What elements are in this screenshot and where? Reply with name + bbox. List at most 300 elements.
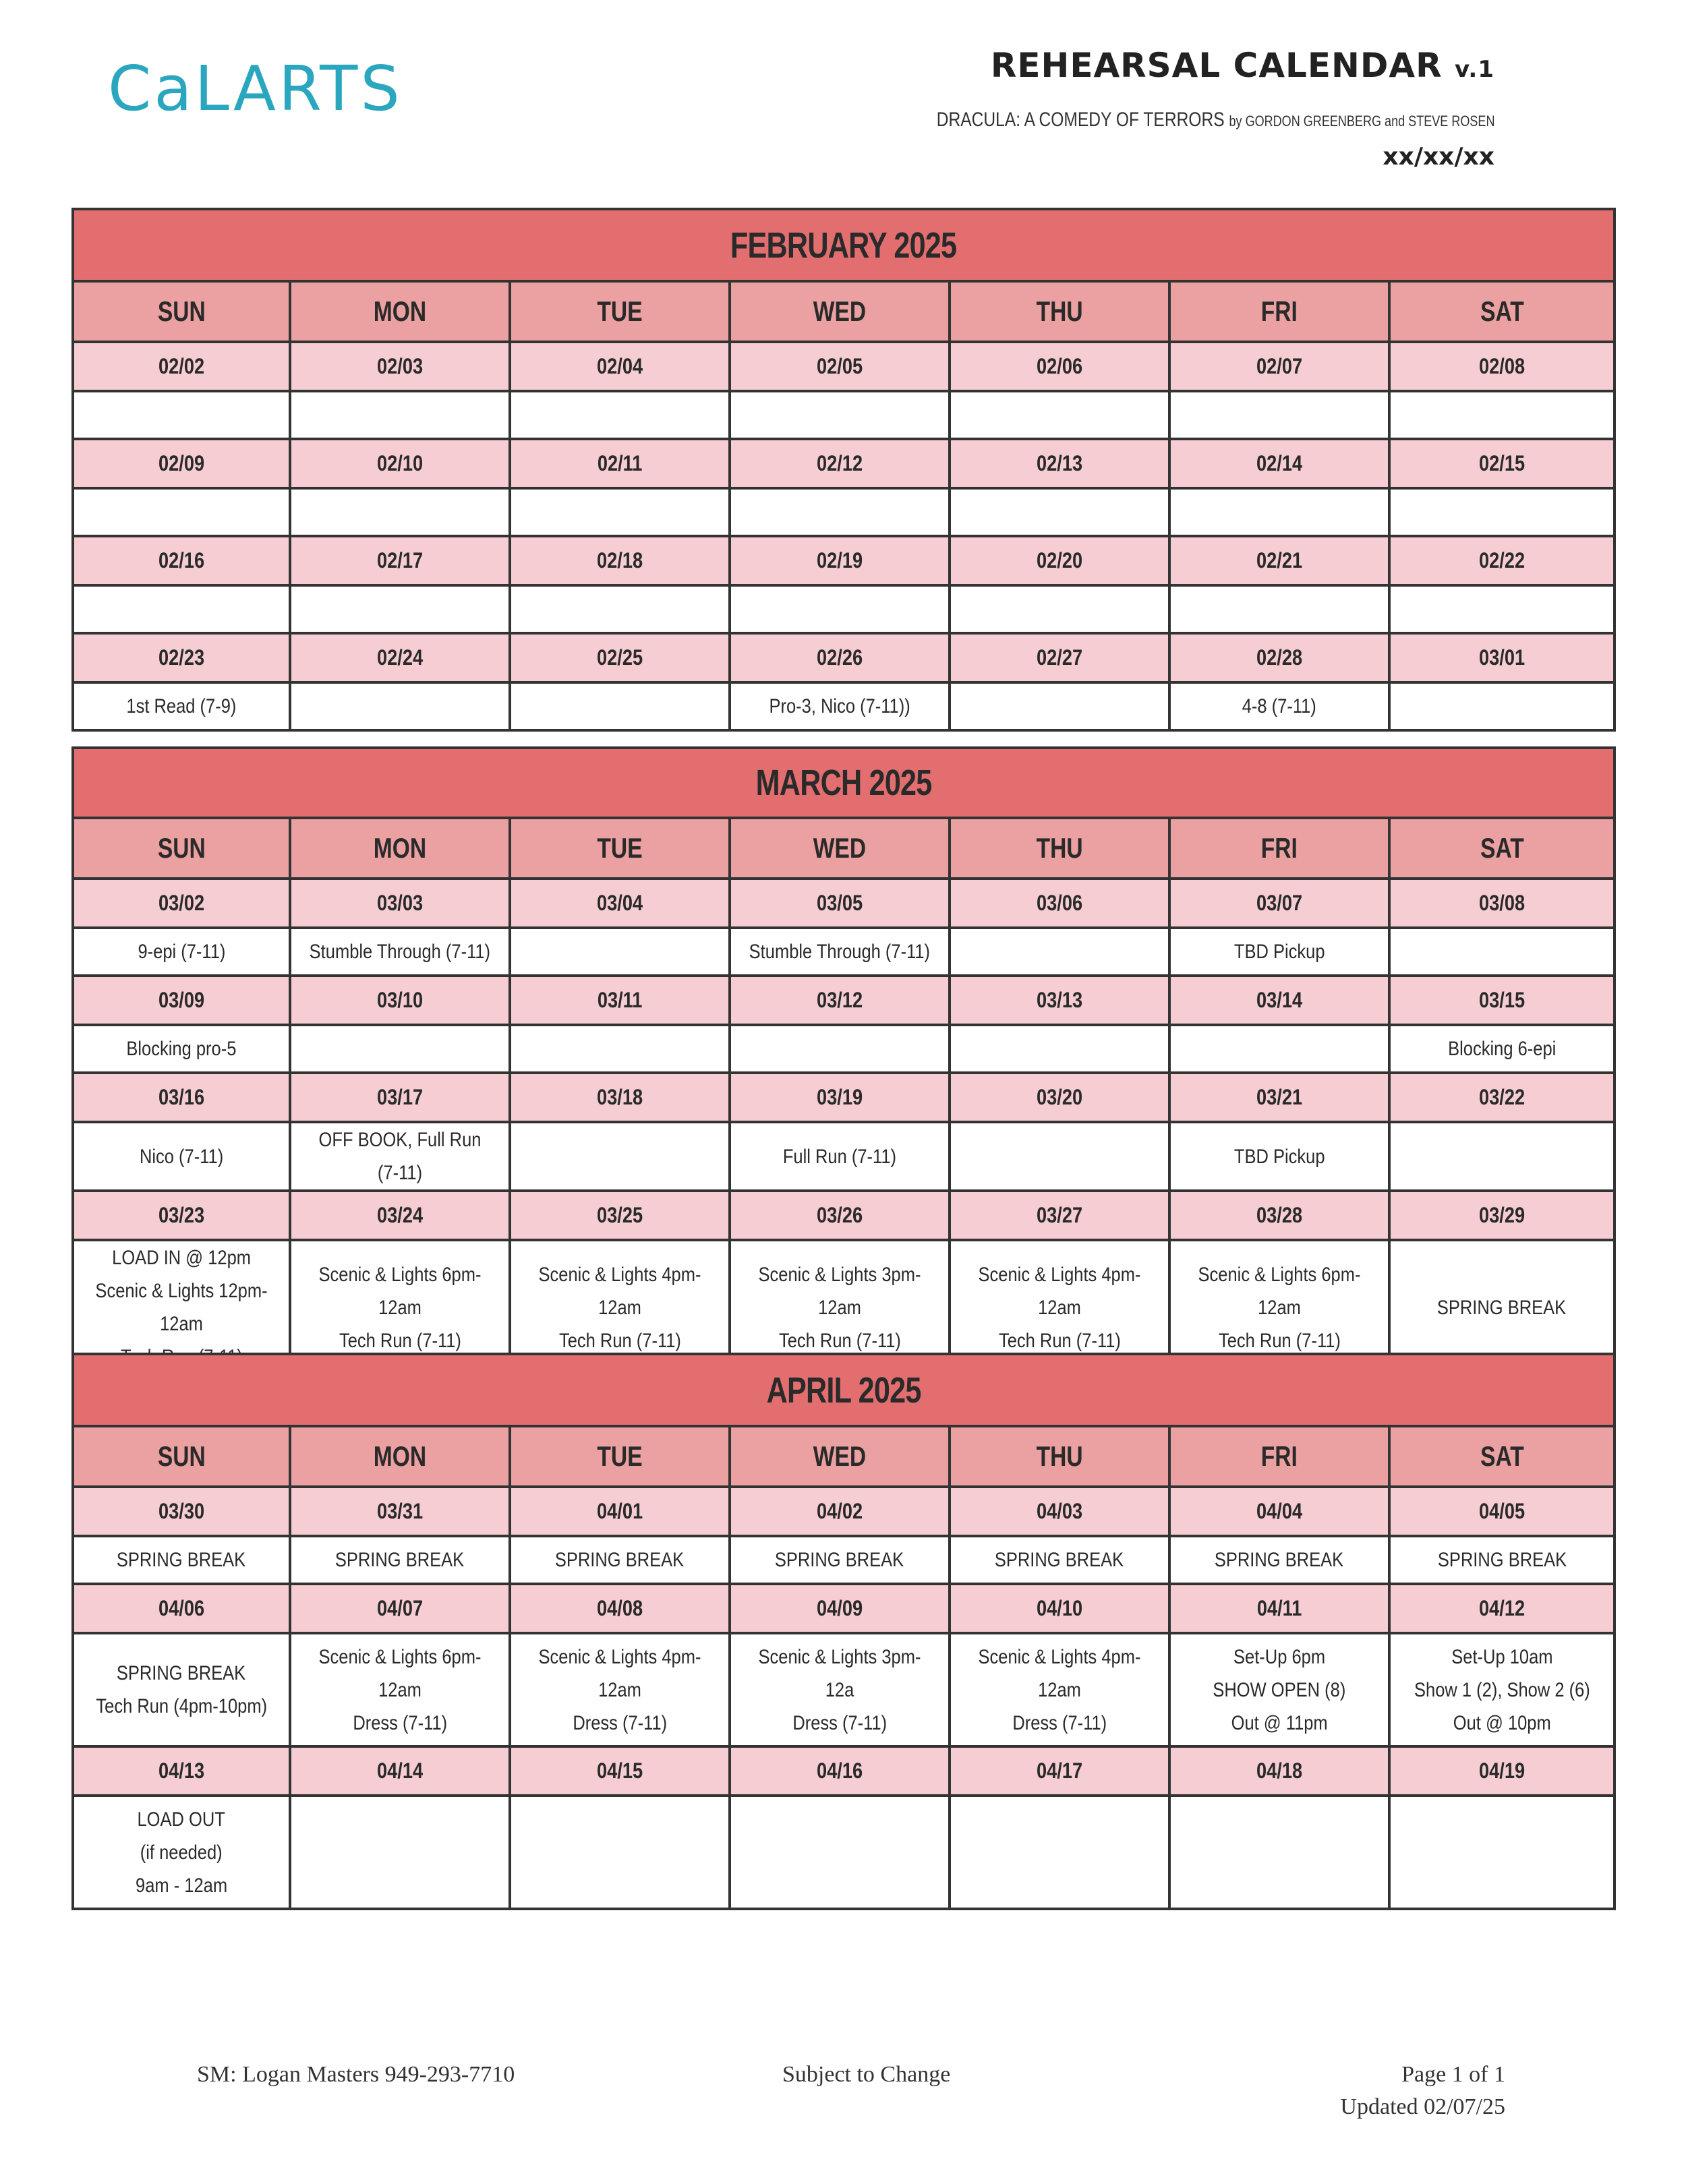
event-cell bbox=[1389, 1122, 1615, 1191]
date-label: 03/25 bbox=[596, 1203, 643, 1227]
date-cell bbox=[73, 439, 290, 488]
date-label: 04/12 bbox=[1479, 1596, 1525, 1620]
event-line: Tech Run (7-11) bbox=[558, 1329, 681, 1352]
date-label: 02/14 bbox=[1256, 451, 1303, 475]
event-cell bbox=[290, 488, 510, 536]
date-cell bbox=[1389, 1584, 1615, 1633]
date-cell bbox=[950, 1746, 1169, 1796]
month-title-row bbox=[73, 748, 1615, 818]
event-cell bbox=[73, 1025, 290, 1073]
date-label: 02/28 bbox=[1256, 645, 1303, 670]
event-line: Out @ 10pm bbox=[1453, 1711, 1551, 1734]
date-label: 03/02 bbox=[158, 891, 205, 915]
date-label: 03/28 bbox=[1256, 1203, 1303, 1227]
event-cell bbox=[730, 488, 950, 536]
date-label: 02/10 bbox=[376, 451, 424, 475]
event-cell bbox=[1169, 1025, 1389, 1073]
event-cell bbox=[950, 488, 1169, 536]
weekday-header bbox=[1389, 281, 1615, 342]
event-cell bbox=[1389, 585, 1615, 633]
date-label: 03/11 bbox=[597, 988, 643, 1012]
date-label: 03/18 bbox=[596, 1085, 643, 1109]
event-line: LOAD IN @ 12pm bbox=[112, 1247, 251, 1269]
event-cell bbox=[730, 1633, 950, 1746]
event-line: Show 1 (2), Show 2 (6) bbox=[1414, 1678, 1590, 1701]
weekday-label: WED bbox=[813, 832, 867, 864]
weekday-header bbox=[1169, 281, 1389, 342]
event-text: SPRING BREAK bbox=[555, 1549, 685, 1571]
weekday-label: SUN bbox=[157, 1440, 206, 1472]
event-cell bbox=[510, 1633, 730, 1746]
date-label: 03/01 bbox=[1478, 645, 1525, 670]
date-cell bbox=[1389, 1073, 1615, 1122]
calendar-march bbox=[71, 746, 1616, 1376]
event-line: Dress (7-11) bbox=[353, 1711, 447, 1734]
date-cell bbox=[950, 633, 1169, 682]
date-label: 03/08 bbox=[1478, 891, 1525, 915]
date-cell bbox=[510, 1746, 730, 1796]
title-text: REHEARSAL CALENDAR bbox=[990, 46, 1443, 85]
date-cell bbox=[950, 879, 1169, 928]
weekday-header bbox=[290, 1426, 510, 1487]
date-label: 02/06 bbox=[1036, 354, 1083, 378]
event-cell bbox=[290, 585, 510, 633]
weekday-header bbox=[73, 818, 290, 879]
date-cell bbox=[730, 1746, 950, 1796]
event-cell bbox=[510, 585, 730, 633]
weekday-label: FRI bbox=[1260, 1440, 1298, 1472]
date-cell bbox=[73, 536, 290, 585]
event-line: Scenic & Lights 4pm-12am bbox=[538, 1263, 701, 1319]
event-cell bbox=[290, 1536, 510, 1584]
date-cell bbox=[1389, 536, 1615, 585]
week-events-row bbox=[73, 1025, 1615, 1073]
date-cell bbox=[73, 342, 290, 391]
week-dates-row bbox=[73, 536, 1615, 585]
date-cell bbox=[290, 879, 510, 928]
date-cell bbox=[730, 342, 950, 391]
event-text: SPRING BREAK bbox=[995, 1549, 1124, 1571]
date-cell bbox=[950, 536, 1169, 585]
weekday-label: FRI bbox=[1260, 295, 1298, 327]
date-cell bbox=[510, 536, 730, 585]
event-cell bbox=[730, 585, 950, 633]
date-label: 04/19 bbox=[1479, 1759, 1525, 1783]
weekday-label: SAT bbox=[1480, 1440, 1524, 1472]
weekday-label: MON bbox=[373, 832, 427, 864]
weekday-label: FRI bbox=[1260, 832, 1298, 864]
date-label: 02/04 bbox=[596, 354, 643, 378]
event-cell bbox=[950, 585, 1169, 633]
event-text: Nico (7-11) bbox=[139, 1145, 224, 1168]
event-cell bbox=[1389, 682, 1615, 730]
date-label: 03/29 bbox=[1478, 1203, 1525, 1227]
weekday-label: TUE bbox=[597, 1440, 643, 1472]
event-cell bbox=[1389, 391, 1615, 439]
date-cell bbox=[510, 633, 730, 682]
week-events-row bbox=[73, 1122, 1615, 1191]
date-cell bbox=[510, 1584, 730, 1633]
date-label: 02/15 bbox=[1478, 451, 1525, 475]
date-cell bbox=[1169, 1584, 1389, 1633]
date-label: 02/22 bbox=[1478, 548, 1525, 572]
weekday-header bbox=[950, 818, 1169, 879]
date-label: 03/21 bbox=[1256, 1085, 1303, 1109]
date-cell bbox=[950, 342, 1169, 391]
date-label: 02/25 bbox=[596, 645, 643, 670]
event-line: Tech Run (7-11) bbox=[998, 1329, 1121, 1352]
date-label: 03/31 bbox=[376, 1499, 424, 1523]
date-cell bbox=[290, 1584, 510, 1633]
date-label: 02/03 bbox=[376, 354, 424, 378]
date-cell bbox=[730, 879, 950, 928]
date-label: 03/22 bbox=[1478, 1085, 1525, 1109]
date-cell bbox=[1169, 536, 1389, 585]
date-cell bbox=[510, 1487, 730, 1536]
date-label: 02/07 bbox=[1256, 354, 1303, 378]
event-cell bbox=[730, 928, 950, 976]
event-cell bbox=[1169, 1796, 1389, 1909]
event-cell bbox=[510, 391, 730, 439]
event-cell bbox=[950, 1536, 1169, 1584]
date-cell bbox=[290, 1487, 510, 1536]
date-cell bbox=[290, 1073, 510, 1122]
week-events-row bbox=[73, 1633, 1615, 1746]
week-dates-row bbox=[73, 1073, 1615, 1122]
date-label: 04/03 bbox=[1036, 1499, 1083, 1523]
date-label: 03/07 bbox=[1256, 891, 1303, 915]
event-line: SPRING BREAK bbox=[117, 1662, 246, 1684]
weekday-header bbox=[1169, 1426, 1389, 1487]
event-cell bbox=[73, 928, 290, 976]
event-text: SPRING BREAK bbox=[1437, 1549, 1567, 1571]
event-line: Scenic & Lights 3pm-12a bbox=[758, 1645, 921, 1701]
date-label: 03/27 bbox=[1036, 1203, 1083, 1227]
date-label: 02/18 bbox=[596, 548, 643, 572]
weekday-label: WED bbox=[813, 295, 867, 327]
event-cell bbox=[290, 1122, 510, 1191]
event-line: SPRING BREAK bbox=[1437, 1296, 1567, 1319]
event-cell bbox=[730, 682, 950, 730]
date-label: 03/10 bbox=[376, 988, 424, 1012]
event-cell bbox=[290, 928, 510, 976]
event-text: SPRING BREAK bbox=[335, 1549, 465, 1571]
date-label: 02/27 bbox=[1036, 645, 1083, 670]
event-text: Stumble Through (7-11) bbox=[309, 941, 491, 963]
week-dates-row bbox=[73, 633, 1615, 682]
event-text: SPRING BREAK bbox=[1215, 1549, 1344, 1571]
date-cell bbox=[1389, 633, 1615, 682]
date-cell bbox=[1169, 1191, 1389, 1240]
event-cell bbox=[290, 1796, 510, 1909]
weekday-header-row bbox=[73, 281, 1615, 342]
calendar-february bbox=[71, 208, 1616, 732]
date-cell bbox=[1389, 879, 1615, 928]
event-cell bbox=[510, 1122, 730, 1191]
date-cell bbox=[1389, 342, 1615, 391]
date-label: 03/15 bbox=[1478, 988, 1525, 1012]
logo-text: CaLARTS bbox=[108, 53, 403, 125]
event-cell bbox=[1389, 488, 1615, 536]
event-text: Full Run (7-11) bbox=[782, 1145, 897, 1168]
event-cell bbox=[73, 1796, 290, 1909]
document-title bbox=[991, 47, 1494, 84]
weekday-header bbox=[73, 1426, 290, 1487]
date-label: 02/20 bbox=[1036, 548, 1083, 572]
event-cell bbox=[73, 1122, 290, 1191]
date-cell bbox=[950, 1584, 1169, 1633]
event-line: Dress (7-11) bbox=[1012, 1711, 1107, 1734]
event-text: 4-8 (7-11) bbox=[1242, 695, 1317, 717]
date-label: 04/09 bbox=[816, 1596, 863, 1620]
event-line: Tech Run (7-11) bbox=[778, 1329, 901, 1352]
weekday-label: THU bbox=[1036, 1440, 1083, 1472]
month-title-text: MARCH 2025 bbox=[755, 763, 932, 803]
event-text: Blocking pro-5 bbox=[126, 1038, 237, 1060]
stage-manager-contact: SM: Logan Masters 949-293-7710 bbox=[197, 2062, 515, 2087]
weekday-header bbox=[510, 818, 730, 879]
event-line: 9am - 12am bbox=[135, 1874, 228, 1897]
week-events-row bbox=[73, 1796, 1615, 1909]
date-cell bbox=[510, 342, 730, 391]
event-cell bbox=[510, 1536, 730, 1584]
week-dates-row bbox=[73, 1487, 1615, 1536]
event-cell bbox=[730, 1796, 950, 1909]
date-cell bbox=[1389, 439, 1615, 488]
weekday-label: SUN bbox=[157, 295, 206, 327]
event-line: Tech Run (7-11) bbox=[120, 1346, 243, 1368]
weekday-header-row bbox=[73, 818, 1615, 879]
date-label: 03/23 bbox=[158, 1203, 205, 1227]
date-label: 03/06 bbox=[1036, 891, 1083, 915]
date-label: 03/16 bbox=[158, 1085, 205, 1109]
weekday-header bbox=[730, 281, 950, 342]
event-cell bbox=[1389, 928, 1615, 976]
weekday-label: SUN bbox=[157, 832, 206, 864]
date-label: 03/26 bbox=[816, 1203, 863, 1227]
event-cell bbox=[1169, 682, 1389, 730]
event-cell bbox=[1169, 928, 1389, 976]
event-cell bbox=[290, 391, 510, 439]
week-dates-row bbox=[73, 1191, 1615, 1240]
event-text: Blocking 6-epi bbox=[1447, 1038, 1557, 1060]
week-dates-row bbox=[73, 879, 1615, 928]
event-line: Scenic & Lights 4pm-12am bbox=[978, 1645, 1141, 1701]
weekday-header bbox=[510, 1426, 730, 1487]
date-cell bbox=[73, 1487, 290, 1536]
date-cell bbox=[1169, 1073, 1389, 1122]
month-title bbox=[73, 1354, 1615, 1426]
event-text: SPRING BREAK bbox=[117, 1549, 246, 1571]
date-label: 02/17 bbox=[376, 548, 424, 572]
event-text: TBD Pickup bbox=[1233, 1145, 1325, 1168]
date-label: 03/19 bbox=[816, 1085, 863, 1109]
date-cell bbox=[950, 1073, 1169, 1122]
date-cell bbox=[290, 1191, 510, 1240]
event-text: Pro-3, Nico (7-11)) bbox=[769, 695, 910, 717]
date-cell bbox=[730, 633, 950, 682]
date-label: 02/09 bbox=[158, 451, 205, 475]
event-line: Tech Run (4pm-10pm) bbox=[96, 1695, 267, 1717]
date-cell bbox=[510, 439, 730, 488]
event-text: SPRING BREAK bbox=[775, 1549, 904, 1571]
week-events-row bbox=[73, 682, 1615, 730]
week-events-row bbox=[73, 488, 1615, 536]
event-cell bbox=[1389, 1796, 1615, 1909]
date-cell bbox=[73, 1191, 290, 1240]
date-cell bbox=[290, 536, 510, 585]
weekday-label: WED bbox=[813, 1440, 867, 1472]
date-cell bbox=[290, 1746, 510, 1796]
date-label: 03/04 bbox=[596, 891, 643, 915]
event-cell bbox=[730, 1122, 950, 1191]
weekday-label: TUE bbox=[597, 832, 643, 864]
date-cell bbox=[1389, 1487, 1615, 1536]
weekday-label: THU bbox=[1036, 295, 1083, 327]
event-cell bbox=[510, 1025, 730, 1073]
date-label: 04/07 bbox=[376, 1596, 424, 1620]
event-cell bbox=[950, 391, 1169, 439]
event-cell bbox=[290, 1633, 510, 1746]
week-dates-row bbox=[73, 439, 1615, 488]
event-line: Tech Run (7-11) bbox=[1218, 1329, 1341, 1352]
event-cell bbox=[1169, 488, 1389, 536]
event-cell bbox=[73, 1633, 290, 1746]
date-label: 02/23 bbox=[158, 645, 205, 670]
date-label: 04/13 bbox=[158, 1759, 205, 1783]
event-cell bbox=[73, 585, 290, 633]
date-label: 03/03 bbox=[376, 891, 424, 915]
week-events-row bbox=[73, 585, 1615, 633]
event-cell bbox=[73, 1536, 290, 1584]
date-cell bbox=[290, 342, 510, 391]
event-cell bbox=[73, 391, 290, 439]
date-cell bbox=[1389, 1191, 1615, 1240]
date-label: 03/09 bbox=[158, 988, 205, 1012]
show-title: DRACULA: A COMEDY OF TERRORS bbox=[936, 109, 1225, 131]
date-label: 02/13 bbox=[1036, 451, 1083, 475]
date-cell bbox=[290, 976, 510, 1025]
date-label: 04/01 bbox=[596, 1499, 643, 1523]
date-cell bbox=[73, 1746, 290, 1796]
date-cell bbox=[290, 439, 510, 488]
date-cell bbox=[73, 633, 290, 682]
show-info bbox=[936, 108, 1494, 132]
document-date: xx/xx/xx bbox=[1383, 143, 1494, 171]
weekday-label: SAT bbox=[1480, 295, 1524, 327]
date-cell bbox=[1389, 976, 1615, 1025]
date-cell bbox=[510, 976, 730, 1025]
week-dates-row bbox=[73, 1746, 1615, 1796]
date-cell bbox=[730, 1191, 950, 1240]
date-label: 04/05 bbox=[1479, 1499, 1525, 1523]
date-label: 02/12 bbox=[816, 451, 863, 475]
date-label: 04/04 bbox=[1256, 1499, 1303, 1523]
date-cell bbox=[730, 976, 950, 1025]
event-line: SHOW OPEN (8) bbox=[1213, 1678, 1346, 1701]
weekday-header bbox=[1389, 818, 1615, 879]
date-cell bbox=[1169, 1487, 1389, 1536]
event-cell bbox=[73, 682, 290, 730]
event-cell bbox=[950, 1796, 1169, 1909]
event-cell bbox=[730, 391, 950, 439]
event-line: Scenic & Lights 6pm-12am bbox=[318, 1263, 482, 1319]
weekday-header bbox=[73, 281, 290, 342]
weekday-header bbox=[730, 1426, 950, 1487]
event-cell bbox=[290, 1025, 510, 1073]
week-dates-row bbox=[73, 1584, 1615, 1633]
date-label: 03/30 bbox=[158, 1499, 205, 1523]
event-cell bbox=[510, 1796, 730, 1909]
date-label: 02/16 bbox=[158, 548, 205, 572]
date-cell bbox=[950, 439, 1169, 488]
weekday-label: MON bbox=[373, 295, 427, 327]
date-cell bbox=[1389, 1746, 1615, 1796]
date-label: 03/17 bbox=[376, 1085, 424, 1109]
weekday-label: TUE bbox=[597, 295, 643, 327]
weekday-label: THU bbox=[1036, 832, 1083, 864]
calarts-logo bbox=[108, 53, 403, 125]
date-cell bbox=[1169, 976, 1389, 1025]
date-cell bbox=[950, 976, 1169, 1025]
weekday-header bbox=[1169, 818, 1389, 879]
date-label: 03/12 bbox=[816, 988, 863, 1012]
week-dates-row bbox=[73, 976, 1615, 1025]
weekday-header bbox=[290, 818, 510, 879]
event-line: Scenic & Lights 12pm-12am bbox=[95, 1280, 268, 1335]
date-label: 03/13 bbox=[1036, 988, 1083, 1012]
event-line: Scenic & Lights 6pm-12am bbox=[318, 1645, 482, 1701]
date-label: 04/17 bbox=[1036, 1759, 1083, 1783]
event-line: Scenic & Lights 6pm-12am bbox=[1198, 1263, 1361, 1319]
month-title-row bbox=[73, 209, 1615, 281]
event-cell bbox=[950, 1633, 1169, 1746]
date-label: 04/06 bbox=[158, 1596, 205, 1620]
event-cell bbox=[1389, 1025, 1615, 1073]
event-line: Tech Run (7-11) bbox=[339, 1329, 461, 1352]
month-title bbox=[73, 748, 1615, 818]
week-dates-row bbox=[73, 342, 1615, 391]
weekday-label: MON bbox=[373, 1440, 427, 1472]
weekday-header bbox=[950, 281, 1169, 342]
event-cell bbox=[730, 1025, 950, 1073]
date-label: 02/19 bbox=[816, 548, 863, 572]
date-label: 02/11 bbox=[597, 451, 643, 475]
date-label: 03/20 bbox=[1036, 1085, 1083, 1109]
event-line: Out @ 11pm bbox=[1231, 1711, 1328, 1734]
event-text: Stumble Through (7-11) bbox=[749, 941, 931, 963]
date-cell bbox=[1169, 1746, 1389, 1796]
event-cell bbox=[1169, 1633, 1389, 1746]
event-cell bbox=[950, 928, 1169, 976]
event-line: LOAD OUT bbox=[137, 1808, 226, 1831]
month-title-row bbox=[73, 1354, 1615, 1426]
date-cell bbox=[1169, 879, 1389, 928]
version-label: v.1 bbox=[1455, 56, 1494, 83]
weekday-header-row bbox=[73, 1426, 1615, 1487]
date-cell bbox=[510, 1191, 730, 1240]
event-cell bbox=[1389, 1536, 1615, 1584]
date-cell bbox=[730, 1487, 950, 1536]
date-cell bbox=[73, 879, 290, 928]
date-label: 03/05 bbox=[816, 891, 863, 915]
date-label: 04/18 bbox=[1256, 1759, 1303, 1783]
date-label: 04/15 bbox=[596, 1759, 643, 1783]
event-cell bbox=[730, 1536, 950, 1584]
date-label: 04/16 bbox=[816, 1759, 863, 1783]
event-cell bbox=[73, 488, 290, 536]
month-title-text: FEBRUARY 2025 bbox=[730, 225, 957, 266]
